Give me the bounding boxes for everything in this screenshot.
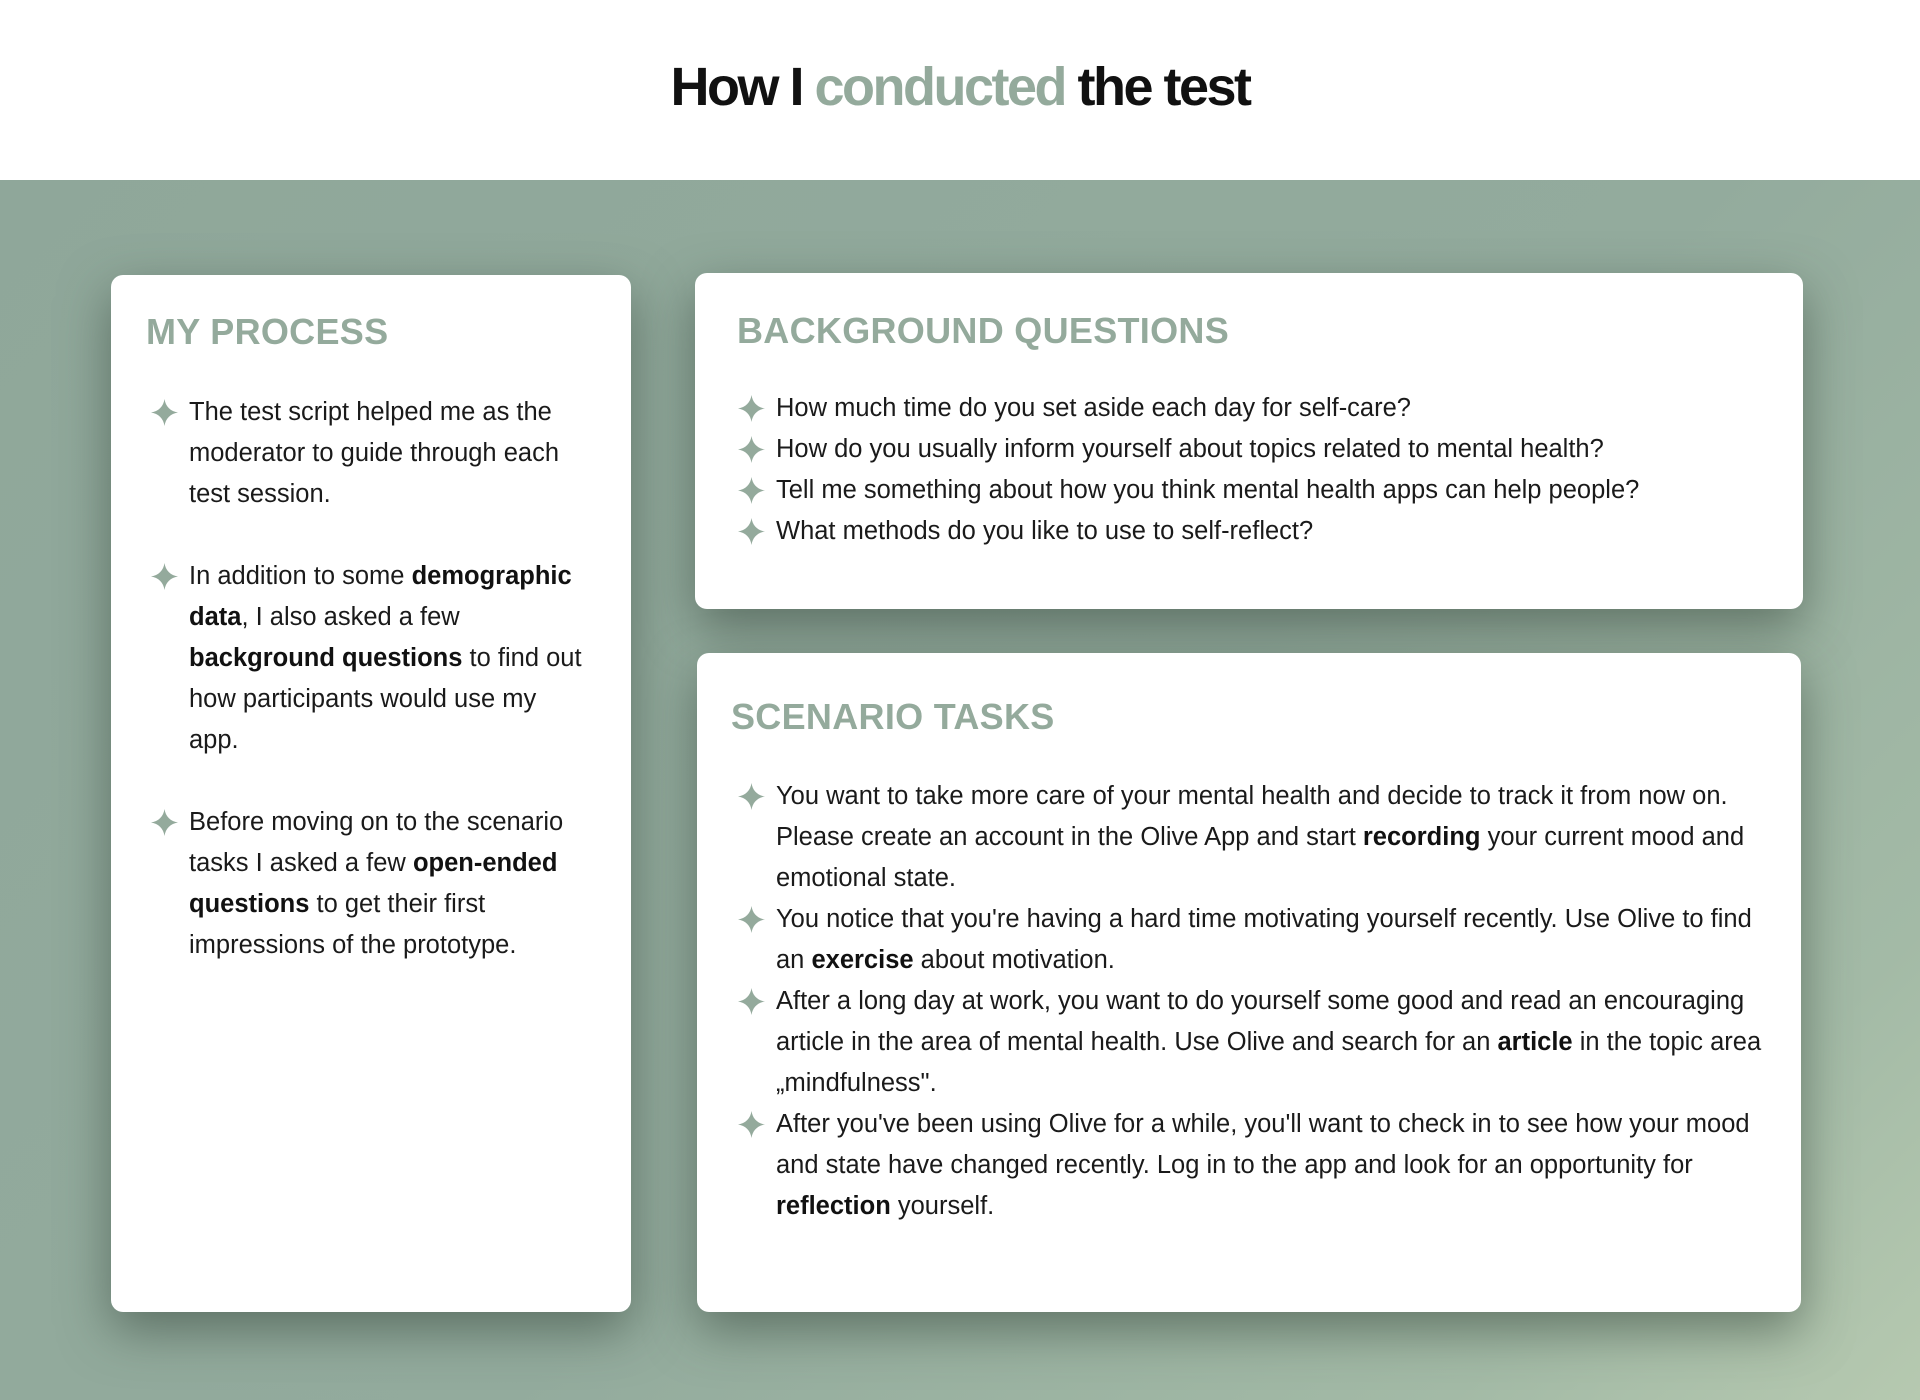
list-item [737,899,1787,981]
list-item [150,802,590,966]
item-text: After a long day at work, you want to do yourself some good and read an encouraging article in the area of mental health. Use Olive and search for an [776,987,1745,1056]
my-process-card [111,275,631,1312]
item-text: In addition to some [189,562,412,590]
sparkle-star-icon [150,802,178,843]
item-text: How do you usually inform yourself about topics related to mental health? [776,435,1604,463]
list-item [737,429,1777,470]
list-item [737,776,1787,899]
item-text: to get their first impressions of the prototype. [189,890,517,959]
list-item [737,1104,1787,1227]
item-emphasis: exercise [811,946,914,974]
item-emphasis: reflection [776,1192,891,1220]
item-text: to find out how participants would use my app. [189,644,582,754]
item-text: After you've been using Olive for a while, you'll want to check in to see how your mood and state have changed recently. Log in to the app and look for an opportunity for [776,1110,1750,1179]
scenario-tasks-card [697,653,1801,1312]
background-questions-card [695,273,1803,609]
list-item [737,511,1777,552]
sparkle-star-icon [737,981,765,1022]
sparkle-star-icon [737,1104,765,1145]
title-suffix: the test [1064,57,1250,117]
item-text: , I also asked a few [241,603,460,631]
page-title [0,52,1920,122]
list-item [737,470,1777,511]
item-text: You want to take more care of your mental health and decide to track it from now on. Please create an account in the Olive App and start [776,782,1728,851]
title-prefix: How I [670,57,815,117]
sparkle-star-icon [737,429,765,470]
item-text: Before moving on to the scenario tasks I asked a few [189,808,564,877]
item-text: How much time do you set aside each day for self-care? [776,394,1411,422]
sparkle-star-icon [737,776,765,817]
background-questions-heading: BACKGROUND QUESTIONS [737,310,1230,351]
item-text: your current mood and emotional state. [776,823,1745,892]
sparkle-star-icon [150,392,178,433]
item-emphasis: recording [1362,823,1481,851]
item-text: in the topic area „mindfulness". [776,1028,1762,1097]
list-item [737,981,1787,1104]
item-text: about motivation. [913,946,1115,974]
sparkle-star-icon [150,556,178,597]
item-emphasis: article [1497,1028,1573,1056]
item-emphasis: demographic data [189,562,572,631]
item-text: yourself. [890,1192,995,1220]
item-text: You notice that you're having a hard time motivating yourself recently. Use Olive to find an [776,905,1752,974]
item-emphasis: background questions [189,644,463,672]
background-questions-list [737,388,1777,552]
my-process-heading: MY PROCESS [146,311,389,352]
list-item [150,392,590,515]
title-accent-word: conducted [814,57,1065,117]
sparkle-star-icon [737,899,765,940]
sparkle-star-icon [737,511,765,552]
list-item [737,388,1777,429]
item-emphasis: open-ended questions [189,849,558,918]
page-header [0,0,1920,180]
item-text: Tell me something about how you think mental health apps can help people? [776,476,1640,504]
sparkle-star-icon [737,470,765,511]
scenario-tasks-list [737,776,1787,1227]
sparkle-star-icon [737,388,765,429]
scenario-tasks-heading: SCENARIO TASKS [731,696,1055,737]
item-text: The test script helped me as the moderator to guide through each test session. [189,398,559,508]
item-text: What methods do you like to use to self-reflect? [776,517,1314,545]
list-item [150,556,590,761]
my-process-list [150,392,590,1007]
